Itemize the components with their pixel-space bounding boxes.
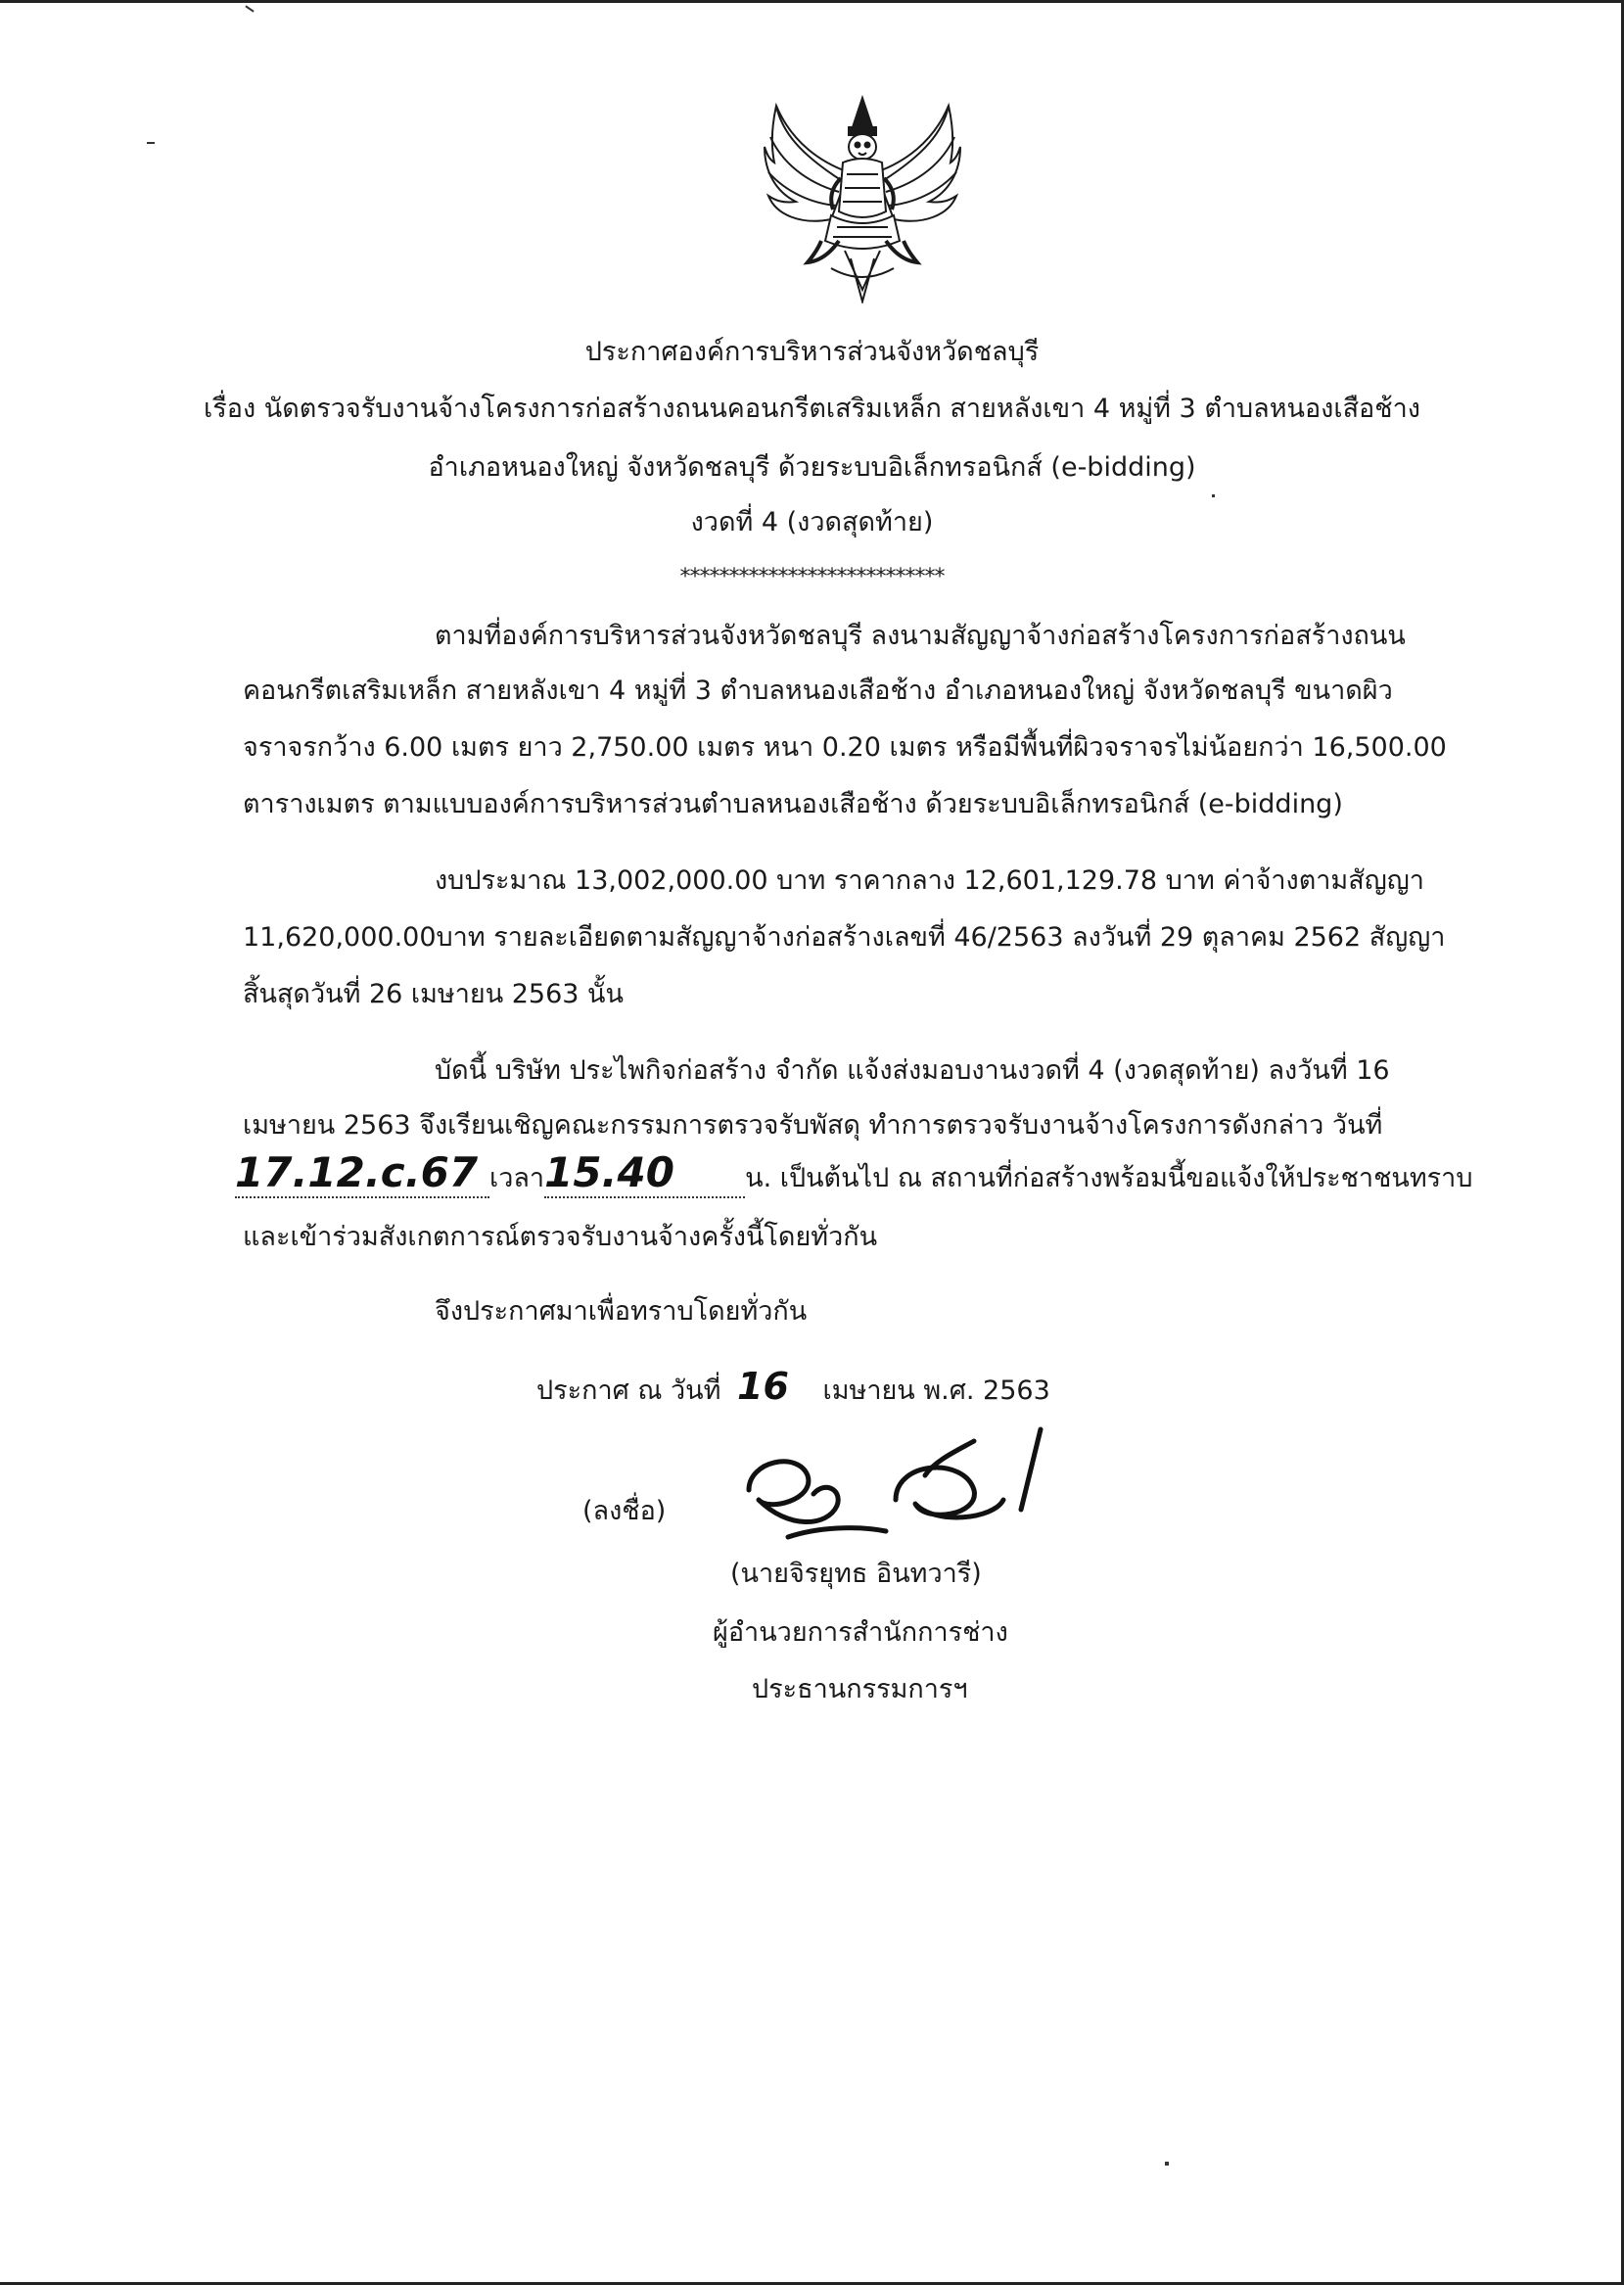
handwritten-date-field	[235, 1148, 489, 1198]
handwritten-time-field	[544, 1148, 745, 1198]
time-label: เวลา	[489, 1163, 545, 1193]
handwritten-date: 17.12.c.67	[235, 1148, 479, 1196]
closing-announce: จึงประกาศมาเพื่อทราบโดยทั่วกัน	[435, 1296, 808, 1327]
para3-line3	[235, 1148, 1473, 1198]
signer-position: ผู้อำนวยการสำนักการช่าง	[713, 1617, 1008, 1648]
para1-line4: ตารางเมตร ตามแบบองค์การบริหารส่วนตำบลหนองเสือช้าง ด้วยระบบอิเล็กทรอนิกส์ (e-bidding)	[243, 789, 1343, 819]
date-prefix: ประกาศ ณ วันที่	[536, 1376, 721, 1406]
scan-border-top	[0, 0, 1624, 3]
para3-line4: และเข้าร่วมสังเกตการณ์ตรวจรับงานจ้างครั้งนี้โดยทั่วกัน	[243, 1222, 878, 1252]
announce-date	[536, 1365, 1050, 1409]
handwritten-day: 16	[737, 1365, 789, 1408]
para2-line2: 11,620,000.00บาท รายละเอียดตามสัญญาจ้างก่อสร้างเลขที่ 46/2563 ลงวันที่ 29 ตุลาคม 2562 สัญญา	[243, 922, 1446, 953]
scan-speck	[1165, 2162, 1169, 2166]
para1-line2: คอนกรีตเสริมเหล็ก สายหลังเขา 4 หมู่ที่ 3 ตำบลหนองเสือช้าง อำเภอหนองใหญ่ จังหวัดชลบุรี ขนาดผิว	[243, 676, 1393, 706]
handwritten-time: 15.40	[544, 1148, 674, 1196]
announcement-title: ประกาศองค์การบริหารส่วนจังหวัดชลบุรี	[584, 337, 1040, 367]
signer-name: (นายจิรยุทธ อินทวารี)	[730, 1559, 982, 1589]
para1-line3: จราจรกว้าง 6.00 เมตร ยาว 2,750.00 เมตร หนา 0.20 เมตร หรือมีพื้นที่ผิวจราจรไม่น้อยกว่า 16,500.00	[243, 732, 1447, 763]
scan-speck	[1212, 494, 1215, 497]
subject-line-3: งวดที่ 4 (งวดสุดท้าย)	[690, 507, 934, 537]
sign-label: (ลงชื่อ)	[582, 1496, 667, 1526]
para2-line1: งบประมาณ 13,002,000.00 บาท ราคากลาง 12,601,129.78 บาท ค่าจ้างตามสัญญา	[435, 865, 1424, 896]
scan-speck	[245, 5, 254, 12]
para2-line3: สิ้นสุดวันที่ 26 เมษายน 2563 นั้น	[243, 979, 624, 1009]
subject-line-1: เรื่อง นัดตรวจรับงานจ้างโครงการก่อสร้างถนนคอนกรีตเสริมเหล็ก สายหลังเขา 4 หมู่ที่ 3 ตำบลหนองเสือช้าง	[204, 394, 1420, 424]
scan-speck	[147, 142, 155, 144]
para1-line1: ตามที่องค์การบริหารส่วนจังหวัดชลบุรี ลงนามสัญญาจ้างก่อสร้างโครงการก่อสร้างถนน	[435, 621, 1406, 651]
signer-role: ประธานกรรมการฯ	[752, 1674, 968, 1704]
para3-line3-rest: น. เป็นต้นไป ณ สถานที่ก่อสร้างพร้อมนี้ขอแจ้งให้ประชาชนทราบ	[745, 1163, 1473, 1193]
para3-line1: บัดนี้ บริษัท ประไพกิจก่อสร้าง จำกัด แจ้งส่งมอบงานงวดที่ 4 (งวดสุดท้าย) ลงวันที่ 16	[435, 1055, 1390, 1086]
para3-line2: เมษายน 2563 จึงเรียนเชิญคณะกรรมการตรวจรับพัสดุ ทำการตรวจรับงานจ้างโครงการดังกล่าว วันที่	[243, 1110, 1383, 1141]
divider-stars: ***************************	[679, 565, 945, 589]
handwritten-signature	[729, 1422, 1052, 1549]
garuda-emblem-icon	[763, 94, 962, 303]
subject-line-2: อำเภอหนองใหญ่ จังหวัดชลบุรี ด้วยระบบอิเล็กทรอนิกส์ (e-bidding)	[428, 452, 1196, 483]
date-suffix: เมษายน พ.ศ. 2563	[822, 1376, 1050, 1406]
